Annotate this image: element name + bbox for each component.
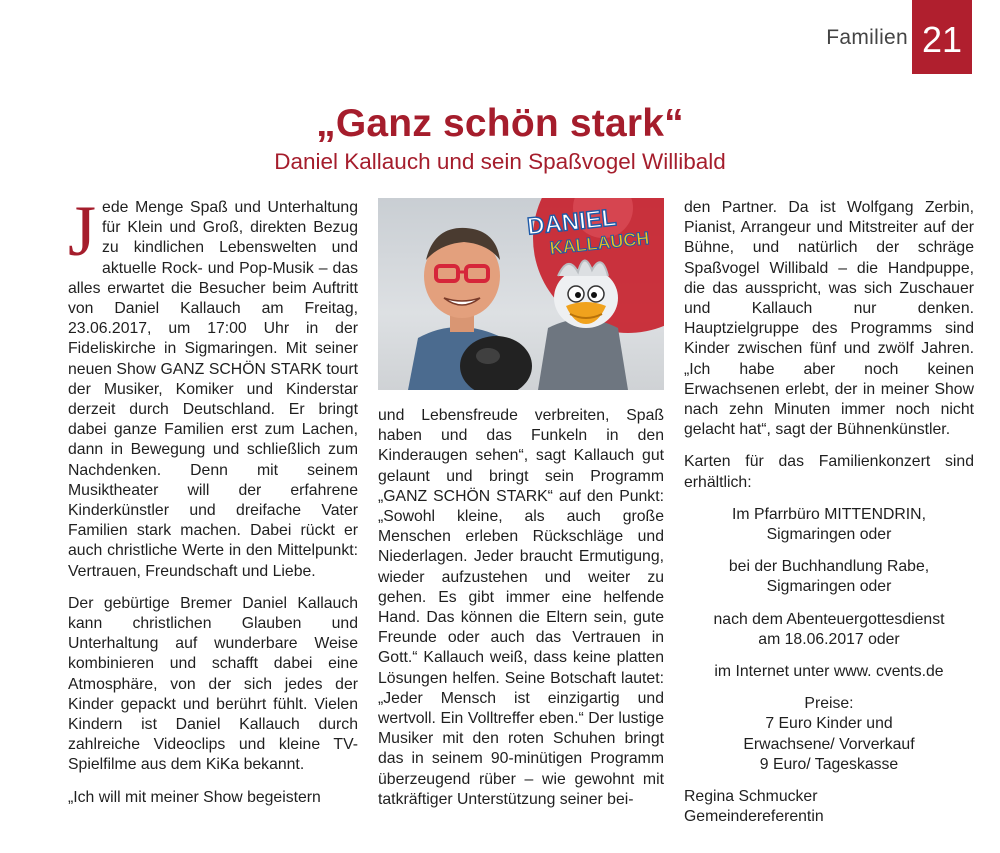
price-label: Preise: <box>804 695 854 713</box>
ticket-location <box>684 505 974 545</box>
paragraph: und Lebensfreude verbreiten, Spaß haben und das Funkeln in den Kinderaugen sehen“, sagt Kallauch gut gelaunt und bringt sein Programm „GANZ SCHÖN STARK“ auf den Punkt: „Sowohl kleine, als auch große Menschen erleben Rückschläge und Niederlagen. Jeder braucht Ermutigung, wieder aufzustehen und weiter zu gehen. Es gibt immer eine helfende Hand. Das können die Eltern sein, gute Freunde oder auch das Vertrauen in Gott.“ Kallauch weiß, dass keine platten Lösungen helfen. Seine Botschaft lautet: „Jeder Mensch ist einzigartig und wertvoll. Ein Volltreffer eben.“ Der lustige Musiker mit den roten Schuhen bringt das in seinem 90-minütigen Programm überzeugend rüber – wie gewohnt mit tatkräftiger Unterstützung seiner bei- <box>378 407 664 808</box>
logo-name-text: DANIEL <box>525 204 618 241</box>
article-title: „Ganz schön stark“ <box>316 102 684 145</box>
price-line: 9 Euro/ Tageskasse <box>759 755 899 773</box>
logo-surname-text: KALLAUCH <box>548 227 651 259</box>
paragraph: Der gebürtige Bremer Daniel Kallauch kann christlichen Glauben und Unterhaltung auf wunderbare Weise kombinieren und schafft dabei eine Atmosphäre, von der sich jedes der Kinder gepackt und berührt fühlt. Vielen Kindern ist Daniel Kallauch durch zahlreiche Videoclips und kleine TV-Spielfilme aus dem KiKa bekannt. <box>68 594 358 774</box>
author-role: Gemeindereferentin <box>684 808 824 826</box>
paragraph: den Partner. Da ist Wolfgang Zerbin, Pianist, Arrangeur und Mitstreiter auf der Bühne, und natürlich der schräge Spaßvogel Willibald – die Handpuppe, die das ausspricht, was sich Zuschauer und Kallauch nur denken. Hauptzielgruppe des Programms sind Kinder zwischen fünf und zwölf Jahren. „Ich habe aber noch keinen Erwachsenen erlebt, der in meiner Show nach zehn Minuten immer noch nicht gelacht hat“, sagt der Bühnenkünstler. <box>684 199 974 439</box>
page-number: 21 <box>912 0 972 74</box>
paragraph: „Ich will mit meiner Show begeistern <box>68 788 321 806</box>
ticket-location-line: Im Pfarrbüro MITTENDRIN, <box>732 505 926 523</box>
column-1 <box>68 191 358 820</box>
price-line: 7 Euro Kinder und <box>765 715 893 733</box>
ticket-location-line: bei der Buchhandlung Rabe, <box>728 558 930 576</box>
paragraph <box>68 191 358 582</box>
drop-cap: J <box>68 191 97 271</box>
author-block <box>684 787 974 827</box>
paragraph-text: ede Menge Spaß und Unterhaltung für Klein und Groß, direkten Bezug zu kindlichen Lebenswelten und aktuelle Rock- und Pop-Musik – das alles erwartet die Besucher beim Auftritt von Daniel Kallauch am Freitag, 23.06.2017, um 17:00 Uhr in der Fideliskirche in Sigmaringen. Mit seiner neuen Show GANZ SCHÖN STARK tourt der Musiker, Komiker und Kinderstar derzeit durch Deutschland. Er bringt dabei ganze Familien erst zum Lachen, dann in Bewegung und schließlich zum Nachdenken. Denn mit seinem Musiktheater will der erfahrene Kinderkünstler und dreifache Vater Familien stark machen. Dabei rückt er auch christliche Werte in den Mittelpunkt: Vertrauen, Freundschaft und Liebe. <box>68 199 358 580</box>
ticket-location <box>684 610 974 650</box>
ticket-location <box>684 557 974 597</box>
photo-illustration <box>378 198 664 390</box>
ticket-location-line: am 18.06.2017 oder <box>758 630 900 648</box>
ticket-location-line: nach dem Abenteuergottesdienst <box>713 610 945 628</box>
price-block <box>684 694 974 775</box>
column-3 <box>684 198 974 839</box>
author-name: Regina Schmucker <box>684 788 818 806</box>
article-subtitle: Daniel Kallauch und sein Spaßvogel Willibald <box>274 149 726 174</box>
ticket-location: im Internet unter www. cvents.de <box>714 663 944 681</box>
column-2 <box>378 406 664 822</box>
ticket-location-line: Sigmaringen oder <box>766 526 892 544</box>
ticket-location-line: Sigmaringen oder <box>766 578 892 596</box>
article-photo <box>378 198 664 390</box>
price-line: Erwachsene/ Vorverkauf <box>743 735 915 753</box>
paragraph: Karten für das Familienkonzert sind erhältlich: <box>684 453 974 491</box>
section-label: Familien <box>826 26 908 49</box>
